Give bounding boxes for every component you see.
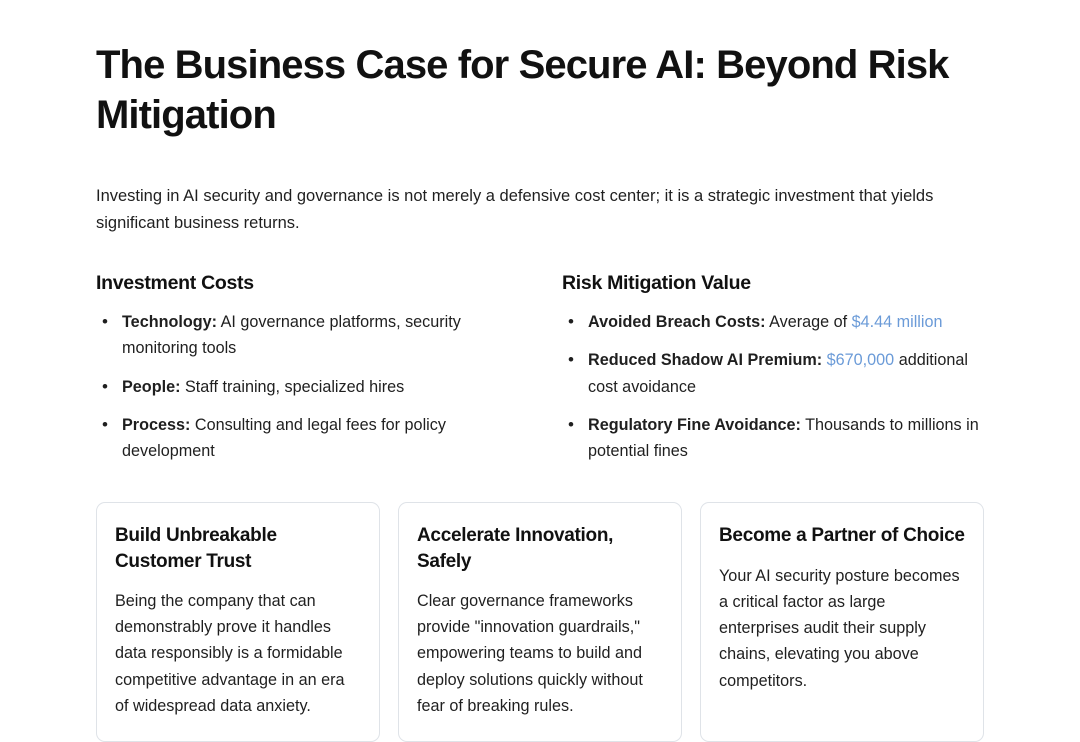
list-item [562, 347, 984, 399]
list-item-text-after: additional cost avoidance [588, 351, 969, 396]
page-title: The Business Case for Secure AI: Beyond Risk Mitigation [96, 43, 949, 138]
list-item-text: Consulting and legal fees for policy development [122, 415, 446, 461]
list-item-label: People: [122, 377, 181, 396]
list-item-label: Avoided Breach Costs: [588, 313, 766, 332]
two-column-section [96, 272, 984, 476]
list-item-highlight: $4.44 million [851, 313, 943, 332]
benefit-cards [96, 502, 984, 742]
list-item-text: Average of [765, 313, 852, 332]
intro-paragraph: Investing in AI security and governance is not merely a defensive cost center; it is a strategic investment that yields significant business returns. [96, 186, 934, 232]
benefit-card-body: Being the company that can demonstrably prove it handles data responsibly is a formidable competitive advantage in an era of widespread data anxiety. [115, 591, 345, 715]
benefit-card-body: Clear governance frameworks provide "innovation guardrails," empowering teams to build and deploy solutions quickly without fear of breaking rules. [417, 591, 643, 715]
benefit-card-title: Become a Partner of Choice [719, 525, 965, 547]
list-item [562, 309, 984, 335]
risk-mitigation-list [562, 309, 984, 464]
section-heading-investment-costs: Investment Costs [96, 272, 254, 295]
list-item-label: Reduced Shadow AI Premium: [588, 351, 823, 370]
list-item-text: Staff training, specialized hires [180, 377, 405, 396]
list-item [562, 412, 984, 464]
list-item [96, 412, 518, 464]
list-item-label: Technology: [122, 313, 218, 332]
list-item [96, 374, 518, 400]
benefit-card [700, 502, 984, 742]
column-investment-costs [96, 272, 518, 476]
list-item-text: AI governance platforms, security monitoring tools [122, 313, 461, 358]
list-item-text: Thousands to millions in potential fines [588, 415, 979, 461]
benefit-card [96, 502, 380, 742]
list-item [96, 309, 518, 361]
benefit-card-body: Your AI security posture becomes a critical factor as large enterprises audit their supply chains, elevating you above competitors. [719, 566, 960, 690]
list-item-label: Regulatory Fine Avoidance: [588, 415, 801, 434]
benefit-card-title: Accelerate Innovation, Safely [417, 525, 614, 572]
list-item-label: Process: [122, 415, 191, 434]
benefit-card-title: Build Unbreakable Customer Trust [115, 525, 277, 572]
list-item-highlight: $670,000 [826, 351, 895, 370]
section-heading-risk-mitigation-value: Risk Mitigation Value [562, 272, 751, 295]
column-risk-mitigation-value [562, 272, 984, 476]
investment-costs-list [96, 309, 518, 464]
benefit-card [398, 502, 682, 742]
